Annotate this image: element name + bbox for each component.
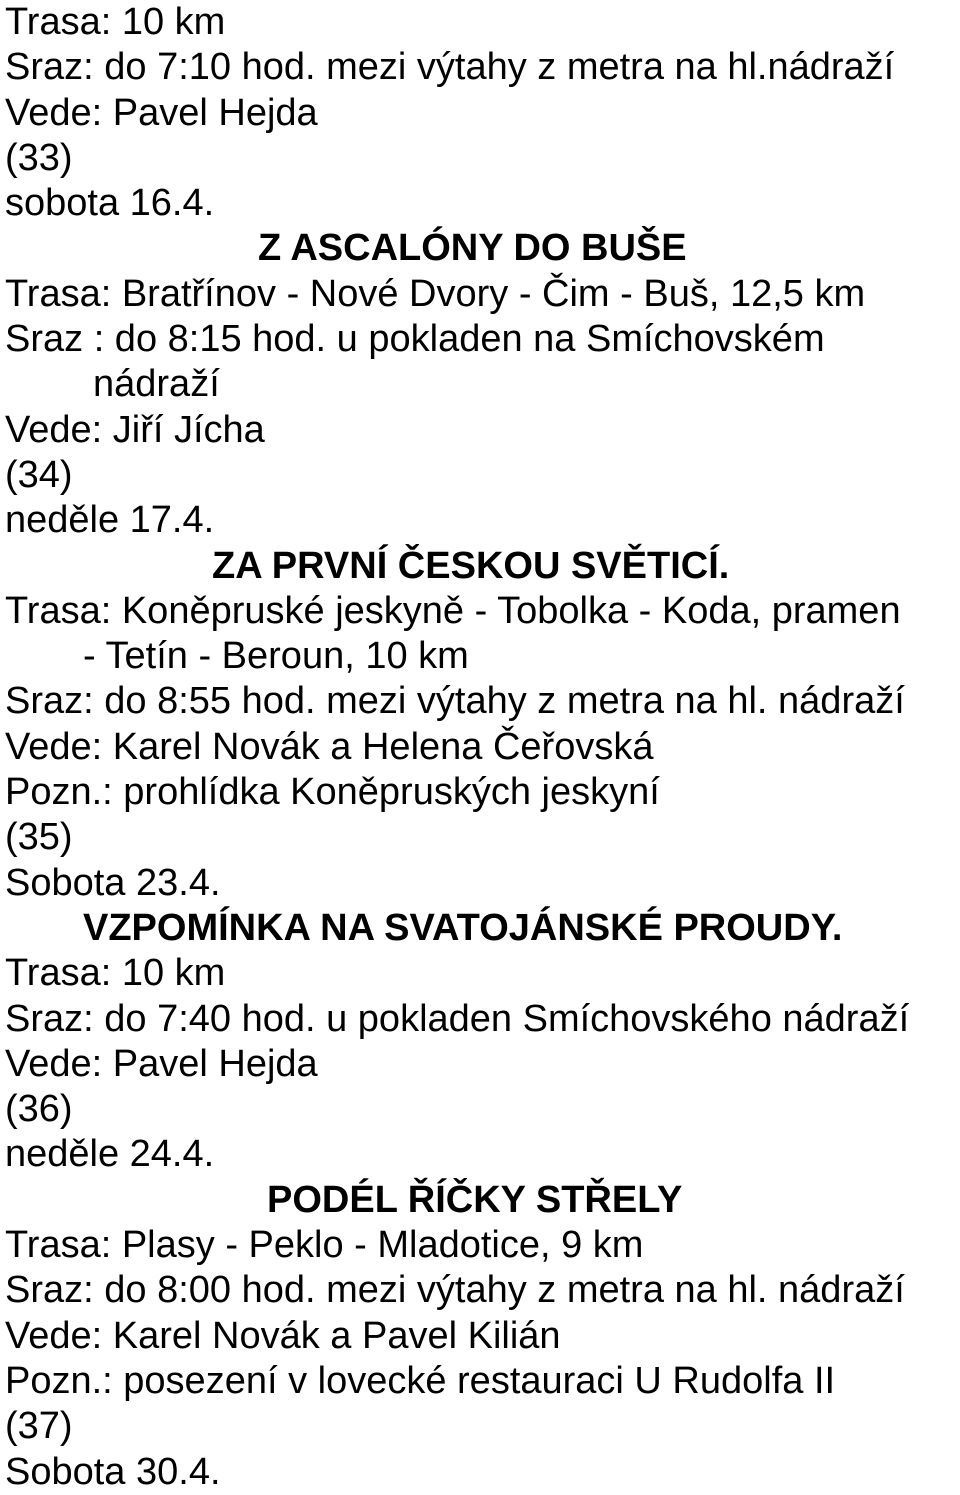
event-date: Sobota 23.4. [5, 861, 221, 904]
event-number: (36) [5, 1088, 73, 1131]
route-line: Trasa: 10 km [5, 1, 226, 43]
event-number: (34) [5, 453, 73, 496]
route-line: Trasa: 10 km [5, 952, 226, 995]
event-33 [5, 136, 960, 453]
event-title: Z ASCALÓNY DO BUŠE [258, 227, 687, 270]
meeting-line: Sraz: do 7:10 hod. mezi výtahy z metra na hl.nádraží [5, 46, 895, 89]
meeting-line: Sraz : do 8:15 hod. u pokladen na Smíchovském [5, 318, 825, 361]
leader-line: Vede: Jiří Jícha [5, 408, 265, 451]
document-page [5, 0, 960, 1495]
previous-event-tail [5, 0, 960, 136]
event-number: (33) [5, 136, 73, 179]
leader-line: Vede: Pavel Hejda [5, 1042, 318, 1085]
route-line: Trasa: Koněpruské jeskyně - Tobolka - Koda, pramen [5, 589, 901, 632]
event-34 [5, 453, 960, 815]
leader-line: Vede: Karel Novák a Pavel Kilián [5, 1314, 561, 1357]
meeting-line: Sraz: do 8:55 hod. mezi výtahy z metra na hl. nádraží [5, 680, 905, 723]
event-title: VZPOMÍNKA NA SVATOJÁNSKÉ PROUDY. [83, 906, 843, 949]
route-line: Trasa: Bratřínov - Nové Dvory - Čim - Buš, 12,5 km [5, 272, 866, 315]
meeting-line-continuation: nádraží [93, 363, 220, 406]
event-37 [5, 1404, 960, 1495]
event-title: PODÉL ŘÍČKY STŘELY [267, 1178, 683, 1221]
route-line-continuation: - Tetín - Beroun, 10 km [83, 635, 469, 678]
event-date: sobota 16.4. [5, 182, 215, 225]
event-number: (35) [5, 816, 73, 859]
event-date: neděle 17.4. [5, 499, 215, 542]
meeting-line: Sraz: do 7:40 hod. u pokladen Smíchovského nádraží [5, 997, 910, 1040]
leader-line: Vede: Karel Novák a Helena Čeřovská [5, 725, 654, 768]
event-title: ZA PRVNÍ ČESKOU SVĚTICÍ. [212, 544, 730, 587]
note-line: Pozn.: posezení v lovecké restauraci U Rudolfa II [5, 1359, 836, 1402]
event-36 [5, 1087, 960, 1404]
note-line: Pozn.: prohlídka Koněpruských jeskyní [5, 771, 660, 814]
leader-line: Vede: Pavel Hejda [5, 91, 318, 134]
meeting-line: Sraz: do 8:00 hod. mezi výtahy z metra na hl. nádraží [5, 1269, 905, 1312]
event-35 [5, 815, 960, 1087]
event-number: (37) [5, 1405, 73, 1448]
event-date: Sobota 30.4. [5, 1450, 221, 1493]
event-date: neděle 24.4. [5, 1133, 215, 1176]
route-line: Trasa: Plasy - Peklo - Mladotice, 9 km [5, 1224, 644, 1267]
